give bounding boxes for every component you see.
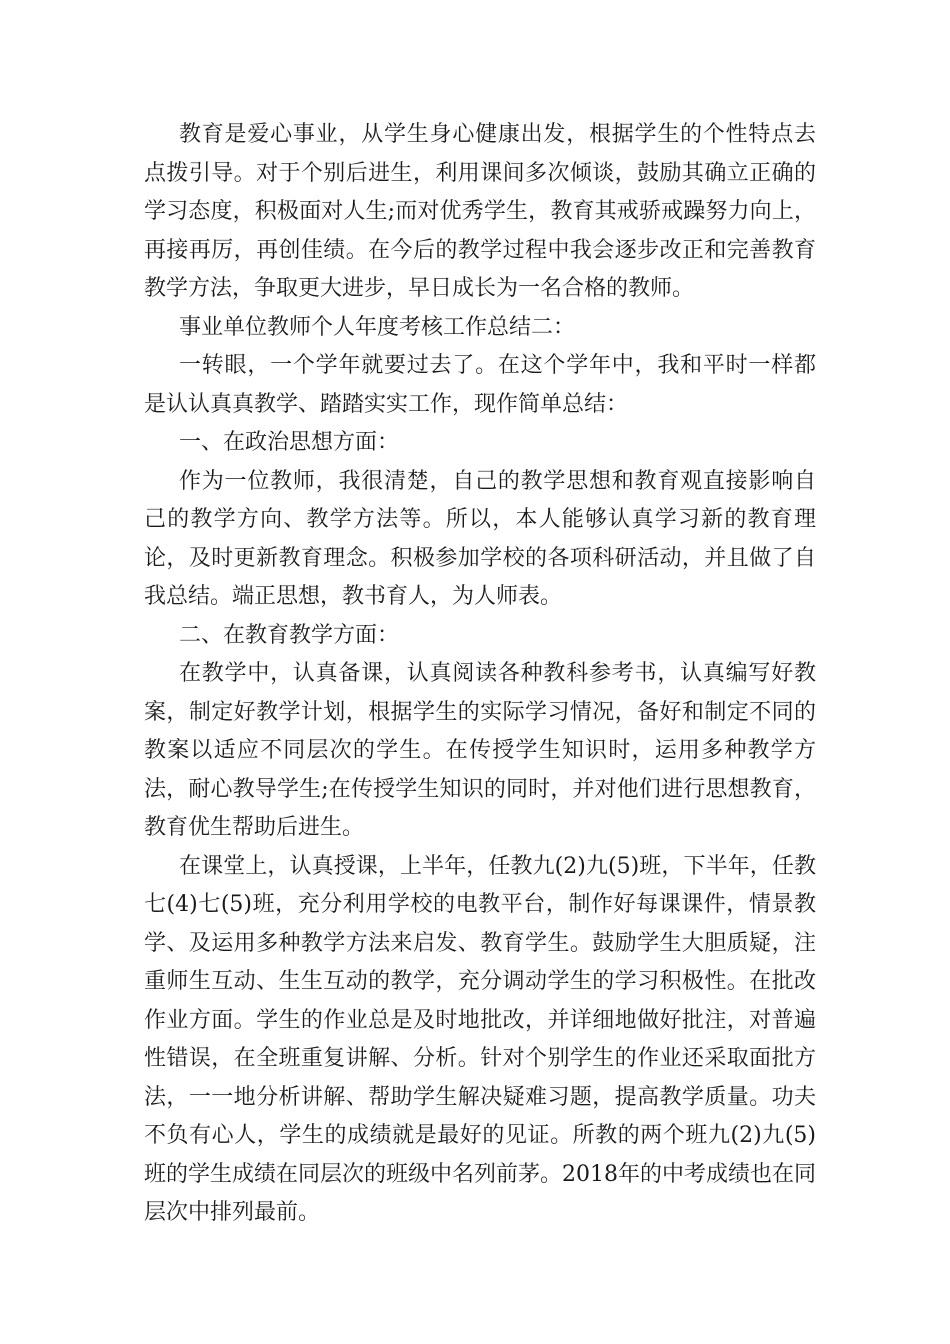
document-page [144, 116, 816, 1233]
section-title-summary-two: 事业单位教师个人年度考核工作总结二： [179, 314, 576, 340]
paragraph-classroom: 在课堂上，认真授课，上半年，任教九(2)九(5)班，下半年，任教七(4)七(5)班，充分利用学校的电教平台，制作好每课课件，情景教学、及运用多种教学方法来启发、教育学生。鼓励学生大胆质疑，注重师生互动、生生互动的教学，充分调动学生的学习积极性。在批改作业方面。学生的作业总是及时地批改，并详细地做好批注，对普遍性错误，在全班重复讲解、分析。针对个别学生的作业还采取面批方法，一一地分析讲解、帮助学生解决疑难习题，提高教学质量。功夫不负有心人，学生的成绩就是最好的见证。所教的两个班九(2)九(5)班的学生成绩在同层次的班级中名列前茅。2018年的中考成绩也在同层次中排列最前。 [144, 853, 816, 1225]
heading-political-thought: 一、在政治思想方面： [179, 430, 400, 455]
paragraph-intro: 一转眼，一个学年就要过去了。在这个学年中，我和平时一样都是认认真真教学、踏踏实实工作，现作简单总结： [144, 353, 816, 417]
paragraph-teaching-preparation: 在教学中，认真备课，认真阅读各种教科参考书，认真编写好教案，制定好教学计划，根据学生的实际学习情况，备好和制定不同的教案以适应不同层次的学生。在传授学生知识时，运用多种教学方法，耐心教导学生;在传授学生知识的同时，并对他们进行思想教育，教育优生帮助后进生。 [144, 661, 816, 840]
paragraph-love-education: 教育是爱心事业，从学生身心健康出发，根据学生的个性特点去点拨引导。对于个别后进生，利用课间多次倾谈，鼓励其确立正确的学习态度，积极面对人生;而对优秀学生，教育其戒骄戒躁努力向上，再接再厉，再创佳绩。在今后的教学过程中我会逐步改正和完善教育教学方法，争取更大进步，早日成长为一名合格的教师。 [144, 122, 816, 301]
heading-teaching: 二、在教育教学方面： [179, 622, 400, 648]
paragraph-political-thought: 作为一位教师，我很清楚，自己的教学思想和教育观直接影响自己的教学方向、教学方法等。所以，本人能够认真学习新的教育理论，及时更新教育理念。积极参加学校的各项科研活动，并且做了自我总结。端正思想，教书育人，为人师表。 [144, 468, 816, 609]
